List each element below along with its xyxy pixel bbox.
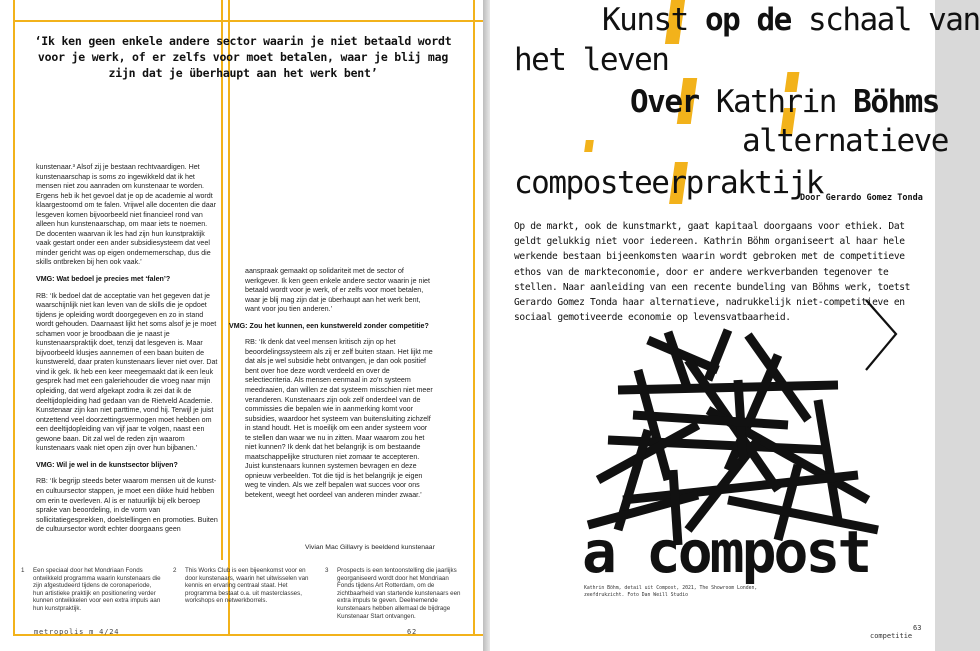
article-title-line-3: Over Kathrin Böhms — [630, 84, 939, 120]
spine-gutter — [483, 0, 490, 651]
article-title-line-5: composteerpraktijk — [514, 165, 823, 201]
artwork-text: a compost — [582, 518, 870, 586]
yellow-frame-line — [473, 0, 475, 636]
pull-quote: ‘Ik ken geen enkele andere sector waarin je niet betaald wordt voor je werk, of er zelfs voor moet betalen, waar je blij mag zijn dat je überhaupt aan het werk bent’ — [34, 34, 452, 80]
article-title-line-1: Kunst op de schaal van — [602, 2, 980, 38]
footnote-number: 1 — [21, 567, 25, 574]
yellow-highlight — [584, 140, 594, 152]
interview-question: VMG: Wil je wel in de kunstsector blijven? — [36, 460, 178, 469]
article-title-line-4: alternatieve — [742, 123, 948, 159]
footnote-text: This Works Club is een bijeenkomst voor en door kunstenaars, waarin het uitwisselen van kennis en ervaring centraal staat. Het programma bestaat o.a. uit masterclasses, workshops en netwerkborrels. — [185, 567, 309, 605]
paragraph: RB: ‘Ik denk dat veel mensen kritisch zijn op het beoordelingssysteem als zij er zelf buiten staan. Het lijkt me dat als je wel subsidie hebt ontvangen, je dan ook positief bent over hoe deze wordt verdeeld en over de selectiecriteria. Als mensen eenmaal in zo'n systeem meedraaien, dan willen ze dat systeem misschien niet meer veranderen. Kunstenaars zijn ook zelf onderdeel van de commissies die bepalen wie in aanmerking komt voor subsidies, waardoor het systeem van buitensluiting zichzelf in stand houdt. Het is moeilijk om een ander systeem voor te stellen dan waar we nu in zitten. Maar waarom zou het niet kunnen? Ik denk dat het belangrijk is om bestaande maatschappelijke structuren niet zomaar te accepteren. Juist kunstenaars kunnen systemen bevragen en deze opnieuw verbeelden. Tot die tijd is het belangrijk je eigen weg te vinden. Als we zelf bepalen wat succes voor ons betekent, weegt het oordeel van anderen minder zwaar.’ — [245, 338, 433, 500]
section-label: competitie — [870, 632, 913, 640]
author-note: Vivian Mac Gillavry is beeldend kunstenaar — [305, 544, 435, 551]
interview-question: VMG: Wat bedoel je precies met ‘falen’? — [36, 275, 171, 284]
footnote-number: 2 — [173, 567, 177, 574]
byline: Door Gerardo Gomez Tonda — [800, 193, 923, 203]
paragraph: RB: ‘Ik begrijp steeds beter waarom mensen uit de kunst- en cultuursector stappen, je moet een dikke huid hebben om erin te overleven. Al is er natuurlijk bij elk beroep sprake van beoordeling, in de vorm van sollicitatiegesprekken, doelstellingen en promoties. Buiten de cultuursector wordt echter doorgaans geen — [36, 477, 218, 534]
magazine-footer: metropolis m 4/24 — [34, 628, 120, 636]
footnote — [325, 567, 467, 620]
column-1 — [36, 163, 218, 542]
yellow-frame-line — [228, 0, 230, 636]
page-number: 62 — [407, 628, 418, 636]
yellow-frame-line — [221, 0, 223, 560]
paragraph: aanspraak gemaakt op solidariteit met de sector of werkgever. Ik ken geen enkele andere sector waarin je niet betaald wordt voor je werk, of er zelfs voor moet betalen, waar je blij mag zijn dat je überhaupt aan het werk bent, want voor jou tien anderen.’ — [245, 267, 430, 314]
artwork-strokes — [578, 330, 886, 586]
column-2 — [229, 267, 435, 508]
footnote — [173, 567, 315, 605]
paragraph: kunstenaar.³ Alsof zij je bestaan rechtvaardigen. Het kunstenaarschap is soms zo ingewikkeld dat ik het mensen niet zou aanraden om kunstenaar te worden. Ergens heb ik het gevoel dat je op de academie al wordt klaargestoomd om te falen. Vrijwel alle docenten die daar lesgeven komen bijvoorbeeld niet financieel rond van alleen hun kunstenaarschap, om maar iets te noemen. De docenten waarvan ik les had zijn hun kunstpraktijk vaak gestart onder een ander subsidiesysteem dat veel minder gericht was op eigen ondernemerschap, dus die skills ontbreken bij hen ook vaak.’ — [36, 163, 216, 267]
footnote-number: 3 — [325, 567, 329, 574]
footnote — [21, 567, 163, 613]
interview-question: VMG: Zou het kunnen, een kunstwereld zonder competitie? — [229, 321, 429, 330]
image-caption: Kathrin Böhm, detail uit Compost, 2021, The Showroom Londen, zeefdrukzicht. Foto Dan Weill Studio — [584, 586, 758, 598]
footnote-text: Een speciaal door het Mondriaan Fonds ontwikkeld programma waarin kunstenaars die zijn afgestudeerd tijdens de coronaperiode, hun artistieke praktijk en positionering verder kunnen ontwikkelen voor een extra impuls aan hun kunstpraktijk. — [33, 567, 161, 612]
footnote-text: Prospects is een tentoonstelling die jaarlijks georganiseerd wordt door het Mondriaan Fonds tijdens Art Rotterdam, om de zichtbaarheid van startende kunstenaars een extra impuls te geven. Deelnemende kunstenaars hebben allemaal de bijdrage Kunstenaar Start ontvangen. — [337, 567, 461, 620]
yellow-frame-line — [13, 0, 15, 636]
artwork-compost — [578, 330, 886, 586]
article-title-line-2: het leven — [514, 42, 669, 78]
right-page — [490, 0, 980, 651]
paragraph: RB: ‘Ik bedoel dat de acceptatie van het gegeven dat je waarschijnlijk niet kan leven van de skills die je opdoet tijdens je opleiding wordt doorgegeven en zo in stand wordt gehouden. Daarnaast lijkt het soms alsof je je moet schamen voor je broodbaan die je naast je kunstenaarspraktijk doet, tenzij dat lesgeven is. Maar bijvoorbeeld klusjes aannemen of een baan buiten de kunstwereld, daar praten kunstenaars liever niet over. Dat vind ik gek. Ik heb een keer meegemaakt dat ik een leuk gesprek had met een galeriehouder die vroeg naar mijn opleiding, dat werd afgekapt zodra ik zei dat ik de deeltijdopleiding had gedaan van de Rietveld Academie. Kunstenaar zijn kan niet parttime, vond hij. Terwijl je juist ontzettend veel doorzettingsvermogen moet hebben om een deeltijdopleiding van vijf jaar te volgen, naast een gewone baan. Dit zal wel de reden zijn waarom kunstenaars vaak niet open zijn over hun bijbanen.’ — [36, 291, 218, 453]
article-intro: Op de markt, ook de kunstmarkt, gaat kapitaal doorgaans voor ethiek. Dat geldt gelukkig niet voor iedereen. Kathrin Böhm organiseert al haar hele werkende bestaan bijeenkomsten waarin wordt gebroken met de competitieve ethos van de markteconomie, door er andere werkverbanden tegenover te stellen. Naar aanleiding van een recente bundeling van Böhms werk, toetst Gerardo Gomez Tonda haar alternatieve, nadrukkelijk niet-competitieve en sociaal gemotiveerde economie op levensvatbaarheid. — [514, 221, 911, 324]
yellow-frame-line — [13, 20, 483, 22]
left-page — [0, 0, 483, 651]
page-number: 63 — [913, 624, 922, 632]
